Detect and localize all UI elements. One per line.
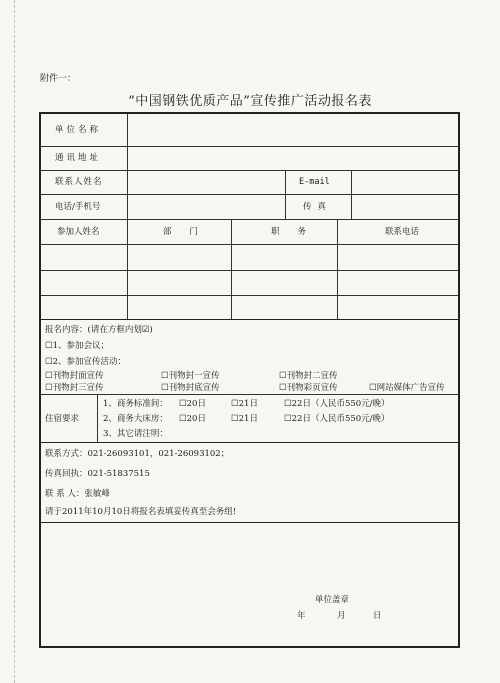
row-divider — [41, 146, 458, 147]
suite-date-21[interactable]: ☐ 21日 — [231, 413, 258, 425]
email-label: E-mail — [299, 177, 330, 187]
checkbox-icon — [284, 399, 292, 409]
contact-name-label: 联系人姓名 — [55, 177, 103, 187]
promo-option-cover-1[interactable]: ☐ 刊物封一宣传 — [161, 370, 220, 382]
promo-option-cover-2[interactable]: ☐ 刊物封二宣传 — [279, 370, 338, 382]
row-divider — [41, 219, 458, 220]
company-name-label: 单位名称 — [55, 125, 102, 135]
registration-form — [39, 112, 460, 648]
contact-phone: 联系方式：021-26093101，021-26093102； — [45, 449, 230, 459]
suite-date-20[interactable]: ☐ 20日 — [179, 413, 206, 425]
checkbox-icon — [161, 383, 169, 393]
checkbox-icon — [179, 414, 187, 424]
lodging-label: 住宿要求 — [45, 414, 80, 424]
address-label: 通讯地址 — [55, 153, 102, 163]
standard-date-20[interactable]: ☐ 20日 — [179, 398, 206, 410]
month-label: 月 — [337, 611, 346, 621]
column-divider — [351, 170, 352, 219]
column-divider — [285, 170, 286, 219]
form-title: “中国钢铁优质产品”宣传推广活动报名表 — [128, 94, 372, 109]
checkbox-icon — [231, 414, 239, 424]
day-label: 日 — [373, 611, 382, 621]
checkbox-icon — [231, 399, 239, 409]
fax-label: 传真 — [303, 202, 333, 212]
fax-reply: 传真回执：021-51837515 — [45, 469, 150, 479]
promo-option-cover-3[interactable]: ☐ 刊物封三宣传 — [45, 382, 104, 394]
deadline-note: 请于2011年10月10日将报名表填妥传真至会务组! — [45, 507, 237, 517]
promo-option-web-media[interactable]: ☐ 网站媒体广告宣传 — [369, 382, 445, 394]
checkbox-icon — [179, 399, 187, 409]
checkbox-icon — [279, 371, 287, 381]
standard-room-label: 1、商务标准间： — [103, 399, 168, 409]
contact-phone-header: 联系电话 — [385, 227, 420, 237]
promo-activity-option[interactable]: ☐ 2、参加宣传活动： — [45, 356, 126, 368]
attendee-name-header: 参加人姓名 — [57, 227, 100, 237]
checkbox-icon — [369, 383, 377, 393]
row-divider — [41, 394, 458, 395]
standard-date-22[interactable]: ☐ 22日（人民币550元/晚） — [284, 398, 390, 410]
contact-person: 联 系 人：张敏峰 — [45, 489, 110, 499]
checkbox-icon — [45, 341, 53, 351]
department-header: 部门 — [163, 227, 217, 237]
checkbox-icon — [45, 383, 53, 393]
promo-option-color-page[interactable]: ☐ 刊物彩页宣传 — [279, 382, 338, 394]
registration-intro: 报名内容：(请在方框内划☑) — [45, 325, 153, 335]
checkbox-icon — [284, 414, 292, 424]
column-divider — [97, 394, 98, 442]
column-divider — [127, 114, 128, 319]
year-label: 年 — [297, 611, 306, 621]
section-divider — [41, 442, 458, 443]
section-divider — [41, 319, 458, 320]
checkbox-icon — [161, 371, 169, 381]
standard-date-21[interactable]: ☐ 21日 — [231, 398, 258, 410]
seal-label: 单位盖章 — [315, 595, 350, 605]
annex-label: 附件一： — [40, 74, 77, 84]
section-divider — [41, 522, 458, 523]
meeting-option[interactable]: ☐ 1、参加会议； — [45, 340, 109, 352]
column-divider — [231, 219, 232, 319]
position-header: 职务 — [271, 227, 325, 237]
checkbox-icon — [45, 371, 53, 381]
checkbox-icon — [279, 383, 287, 393]
checkbox-icon — [45, 357, 53, 367]
suite-date-22[interactable]: ☐ 22日（人民币550元/晚） — [284, 413, 390, 425]
column-divider — [337, 219, 338, 319]
suite-room-label: 2、商务大床房： — [103, 414, 168, 424]
promo-option-back-cover[interactable]: ☐ 刊物封底宣传 — [161, 382, 220, 394]
row-divider — [41, 244, 458, 245]
row-divider — [41, 170, 458, 171]
row-divider — [41, 270, 458, 271]
other-requirement-label: 3、其它请注明： — [103, 429, 168, 439]
phone-mobile-label: 电话/手机号 — [55, 202, 101, 212]
promo-option-cover[interactable]: ☐ 刊物封面宣传 — [45, 370, 104, 382]
row-divider — [41, 295, 458, 296]
row-divider — [41, 194, 458, 195]
